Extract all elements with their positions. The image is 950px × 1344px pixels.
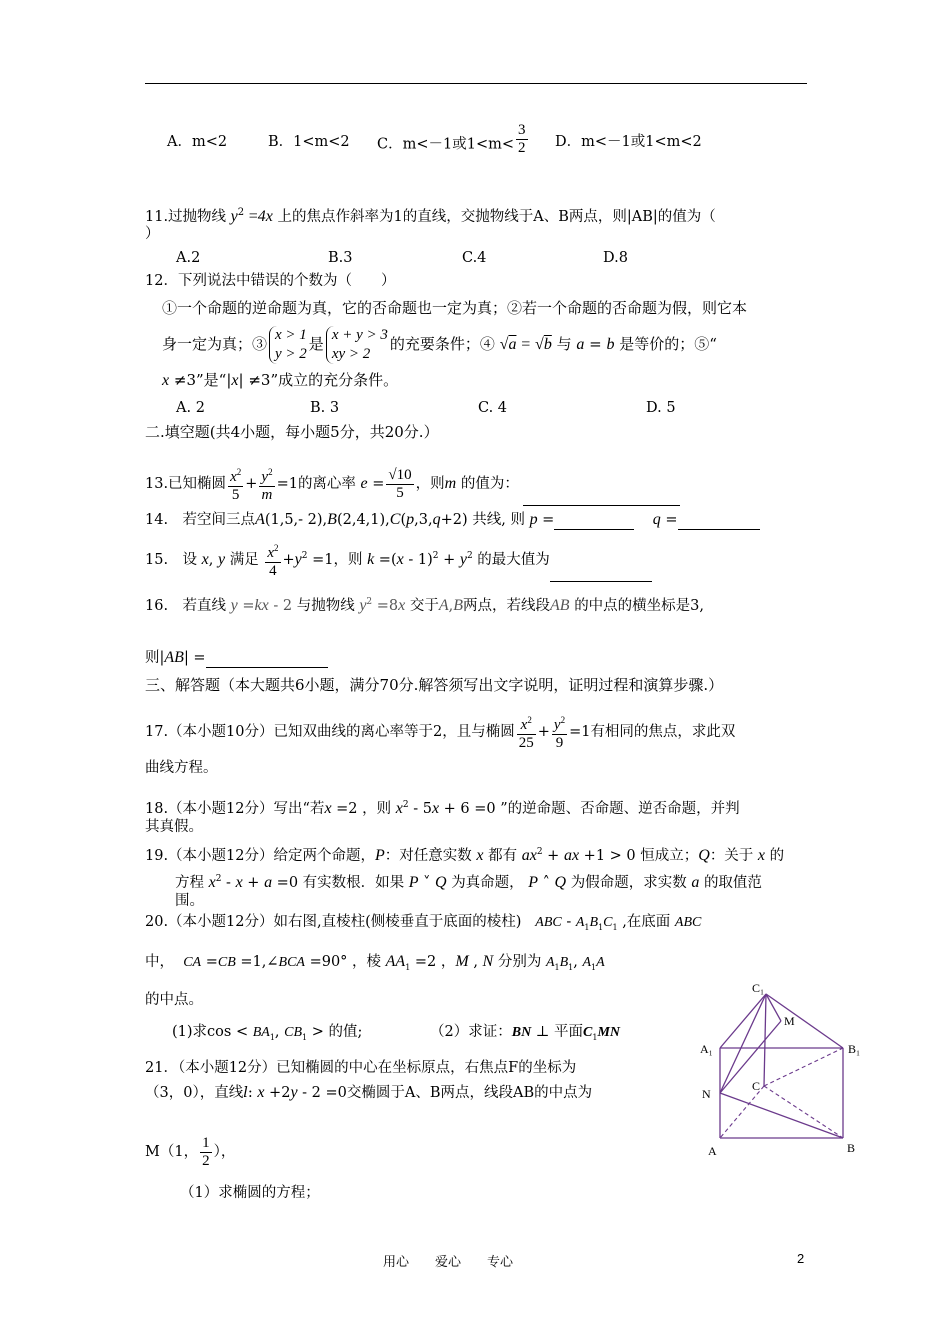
q11-stem-end: ）: [145, 226, 160, 242]
q16-line2: 则|AB| =: [145, 648, 328, 668]
q21-line3: M（1， $\frac{1}{2}$ ），: [145, 1134, 236, 1169]
q16-line1: 16. 若直线 y =kx - 2 与抛物线 $y^2 =8x$ 交于A,B两点，若线段AB 的中点的横坐标是3,: [145, 596, 705, 614]
q18-line1: 18.（本小题12分）写出“若x =2 ，则 $x^2 - 5x + 6 =0$ ”的逆命题、否命题、逆否命题，并判: [145, 799, 740, 817]
q12-option-b: B. 3: [310, 400, 340, 416]
label-b1: B₁: [848, 1042, 861, 1056]
q19-line3: 围。: [175, 893, 204, 909]
q12-line2: 身一定为真；③ x > 1 y > 2 是 x + y > 3 xy > 2 的充要条件；④ √a = √b 与 a = b 是等价的；⑤“: [162, 327, 717, 362]
q10-option-d: D．m<－1或1<m<2: [555, 134, 702, 150]
label-b: B: [847, 1141, 856, 1155]
q11-option-b: B.3: [328, 250, 353, 266]
q20-part1: (1)求$\cos < BA_1$, $CB_1$ > 的值;: [172, 1024, 363, 1042]
q10-option-c: C．m<－1或1<m< $\frac{3}{2}$: [377, 122, 526, 156]
q14: 14. 若空间三点A(1,5,- 2),B(2,4,1),C(p,3,q+2) 共线, 则 p = q =: [145, 510, 760, 530]
label-n: N: [702, 1087, 711, 1101]
q21-line1: 21．（本小题12分）已知椭圆的中心在坐标原点，右焦点F的坐标为: [145, 1060, 577, 1076]
q11-stem: 11.过抛物线 $y^2 =4x$ 上的焦点作斜率为1的直线，交抛物线于A、B两点，则|AB|的值为（: [145, 207, 716, 225]
q17-line1: 17.（本小题10分）已知双曲线的离心率等于2，且与椭圆 $\frac{x^2}{25}$ + $\frac{y^2}{9}$ =1有相同的焦点，求此双: [145, 710, 735, 754]
prism-figure: [690, 980, 880, 1160]
q11-option-a: A.2: [176, 250, 201, 266]
q11-option-d: D.8: [603, 250, 628, 266]
q10-option-a: A．m<2: [167, 134, 228, 150]
q20-line1: 20.（本小题12分）如右图,直棱柱(侧棱垂直于底面的棱柱) ABC - $A_1B_1C_1$ ,在底面 ABC: [145, 914, 702, 932]
header-rule: [145, 83, 807, 84]
q18-line2: 其真假。: [145, 819, 203, 835]
q12-line1: ①一个命题的逆命题为真，它的否命题也一定为真；②若一个命题的否命题为假，则它本: [162, 299, 748, 317]
label-a: A: [708, 1144, 717, 1158]
q15: 15. 设 x, y 满足 $\frac{x^2}{4}$ $+y^2 =1$，则 $k =(x - 1)^2 + y^2$ 的最大值为: [145, 534, 652, 582]
q13: 13.已知椭圆 $\frac{x^2}{5}$ + $\frac{y^2}{m}$ =1的离心率 e = $\frac{√10}{5}$ ，则m 的值为：: [145, 462, 680, 506]
label-m: M: [784, 1014, 795, 1028]
page-footer: 用心 爱心 专心: [383, 1255, 514, 1270]
label-c1: C₁: [752, 981, 765, 995]
q12-title: 12．下列说法中错误的个数为（ ）: [145, 273, 396, 289]
q17-line2: 曲线方程。: [145, 760, 218, 776]
q21-part1: （1）求椭圆的方程；: [180, 1185, 320, 1201]
q12-option-d: D. 5: [646, 400, 676, 416]
q12-line3: x ≠3”是“|x| ≠3”成立的充分条件。: [162, 371, 399, 389]
q10-option-b: B．1<m<2: [268, 134, 350, 150]
q19-line1: 19.（本小题12分）给定两个命题，P：对任意实数 x 都有 $ax^2$ + ax +1 > 0 恒成立；Q：关于 x 的: [145, 846, 785, 864]
q12-option-a: A. 2: [176, 400, 205, 416]
section3-heading: 三、解答题（本大题共6小题，满分70分.解答须写出文字说明，证明过程和演算步骤.）: [145, 676, 724, 694]
page-number: 2: [797, 1251, 805, 1266]
label-c: C: [752, 1079, 761, 1093]
label-a1: A₁: [700, 1042, 713, 1056]
q11-option-c: C.4: [462, 250, 487, 266]
q19-line2: 方程 $x^2 - x + a =0$ 有实数根．如果 P ˅ Q 为真命题， P ˄ Q 为假命题，求实数 a 的取值范: [175, 873, 762, 891]
q12-option-c: C. 4: [478, 400, 508, 416]
q20-part2: （2）求证：BN ⊥ 平面$C_1MN$: [430, 1024, 621, 1042]
q21-line2: （3，0），直线l: x +2y - 2 =0交椭圆于A、B两点，线段AB的中点为: [145, 1084, 593, 1101]
q20-line3: 的中点。: [145, 992, 203, 1008]
section2-heading: 二.填空题(共4小题，每小题5分，共20分.）: [145, 423, 439, 441]
q20-line2: 中， CA =CB =1,∠BCA =90° ，棱 $AA_1 =2$ ，M , N 分别为 $A_1B_1$, $A_1A$: [145, 953, 605, 972]
